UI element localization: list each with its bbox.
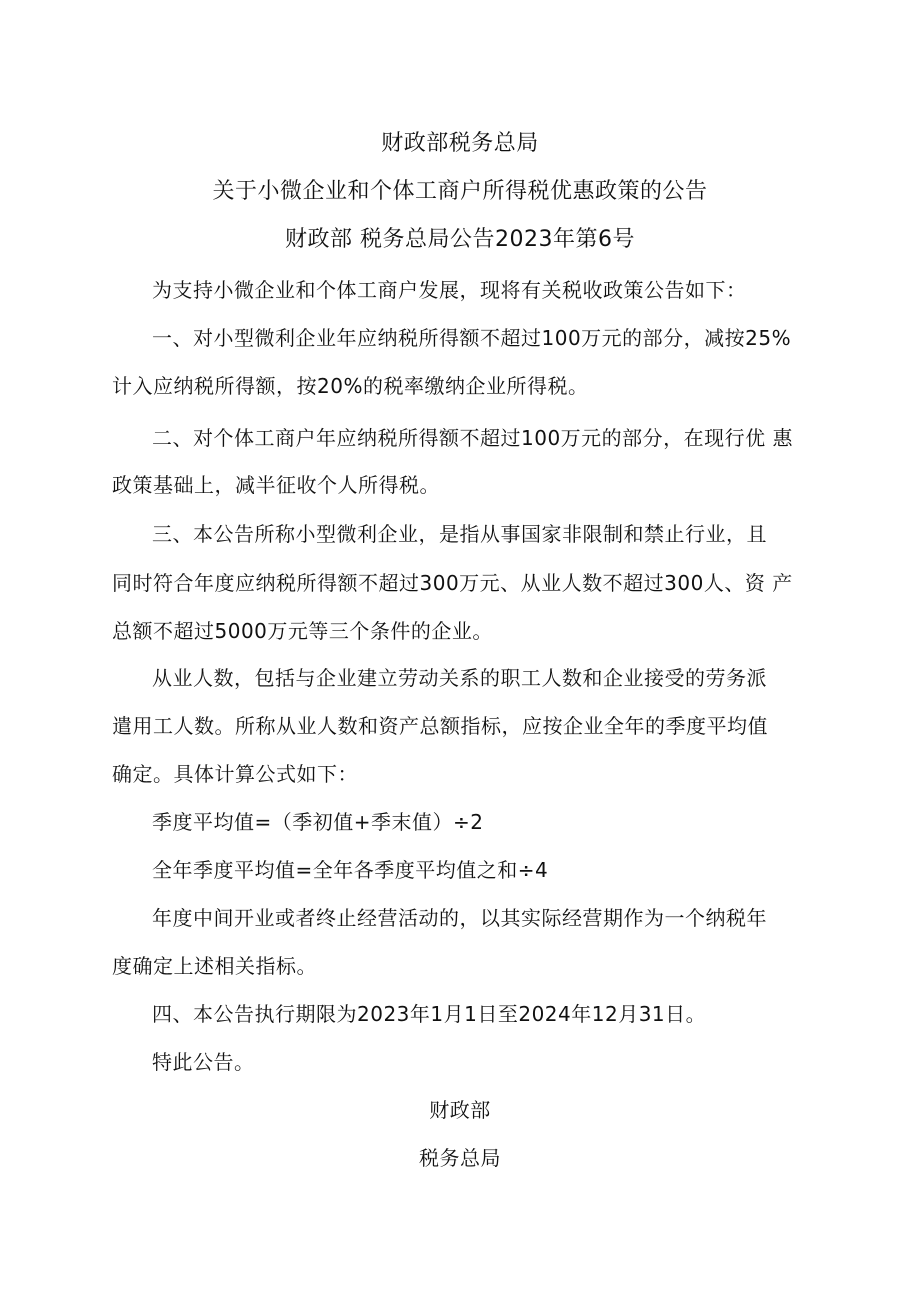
body-line: 同时符合年度应纳税所得额不超过300万元、从业人数不超过300人、资 产 bbox=[112, 571, 793, 595]
body-line: 四、本公告执行期限为2023年1月1日至2024年12月31日。 bbox=[152, 1002, 707, 1026]
body-line: 遣用工人数。所称从业人数和资产总额指标，应按企业全年的季度平均值 bbox=[112, 714, 768, 738]
body-line: 计入应纳税所得额，按20%的税率缴纳企业所得税。 bbox=[112, 374, 589, 398]
document-title: 关于小微企业和个体工商户所得税优惠政策的公告 bbox=[212, 179, 708, 204]
body-line: 年度中间开业或者终止经营活动的，以其实际经营期作为一个纳税年 bbox=[152, 906, 767, 930]
signature-org-1: 财政部 bbox=[429, 1098, 491, 1122]
signature-org-2: 税务总局 bbox=[419, 1146, 501, 1170]
closing-line: 特此公告。 bbox=[152, 1050, 255, 1074]
document-number: 财政部 税务总局公告2023年第6号 bbox=[285, 227, 635, 252]
body-line: 二、对个体工商户年应纳税所得额不超过100万元的部分，在现行优 惠 bbox=[152, 426, 794, 450]
body-line: 度确定上述相关指标。 bbox=[112, 954, 317, 978]
body-line: 为支持小微企业和个体工商户发展，现将有关税收政策公告如下： bbox=[152, 278, 747, 302]
formula-line: 季度平均值=（季初值+季末值）÷2 bbox=[152, 810, 484, 834]
body-line: 三、本公告所称小型微利企业，是指从事国家非限制和禁止行业，且 bbox=[152, 522, 767, 546]
body-line: 政策基础上，减半征收个人所得税。 bbox=[112, 473, 440, 497]
issuer-heading: 财政部税务总局 bbox=[381, 131, 539, 156]
body-line: 确定。具体计算公式如下： bbox=[112, 762, 358, 786]
body-line: 从业人数，包括与企业建立劳动关系的职工人数和企业接受的劳务派 bbox=[152, 666, 767, 690]
body-line: 一、对小型微利企业年应纳税所得额不超过100万元的部分，减按25% bbox=[152, 326, 792, 350]
body-line: 总额不超过5000万元等三个条件的企业。 bbox=[112, 619, 493, 643]
formula-line: 全年季度平均值=全年各季度平均值之和÷4 bbox=[152, 858, 549, 882]
